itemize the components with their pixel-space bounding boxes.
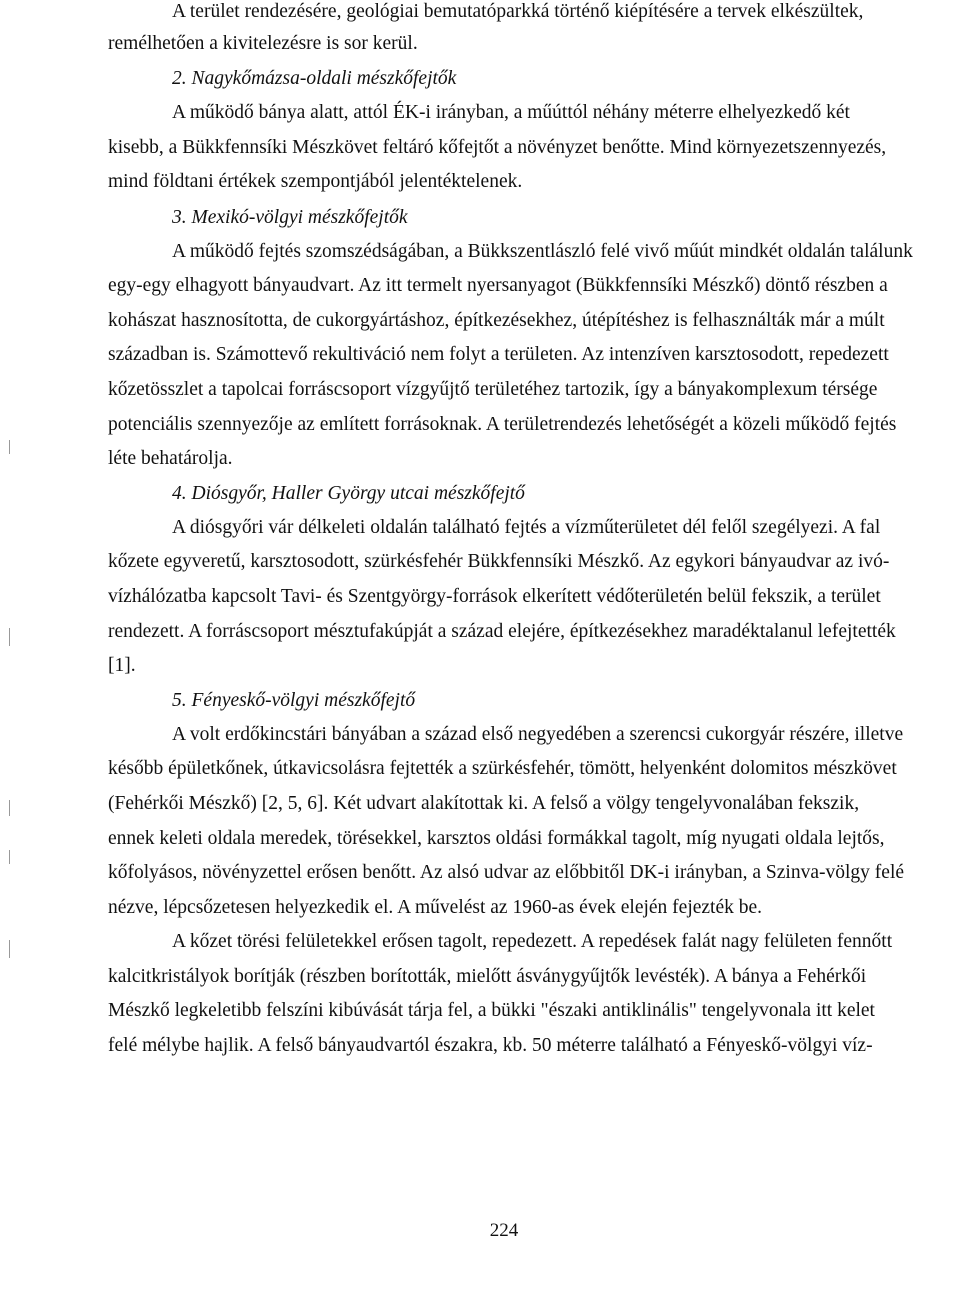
text-line: vízhálózatba kapcsolt Tavi- és Szentgyörgy-források elkerített védőterületén belül fekszik, a terület [108, 586, 881, 607]
text-line: rendezett. A forráscsoport mésztufakúpját a század elejére, építkezésekhez maradéktalanul lefejtették [108, 621, 896, 642]
text-line: egy-egy elhagyott bányaudvart. Az itt termelt nyersanyagot (Bükkfennsíki Mészkő) döntő részben a [108, 275, 888, 296]
text-line: léte behatárolja. [108, 448, 233, 469]
scan-margin-mark [9, 850, 10, 864]
section-heading: 4. Diósgyőr, Haller György utcai mészkőfejtő [172, 483, 525, 504]
text-line: A kőzet törési felületekkel erősen tagolt, repedezett. A repedések falát nagy felületen fennőtt [172, 931, 893, 952]
text-line: mind földtani értékek szempontjából jelentéktelenek. [108, 171, 523, 192]
scan-margin-mark [9, 628, 10, 646]
text-line: kőfolyásos, növényzettel erősen benőtt. Az alsó udvar az előbbitől DK-i irányban, a Szinva-völgy felé [108, 862, 905, 883]
text-line: A diósgyőri vár délkeleti oldalán található fejtés a vízműterületet dél felől szegélyezi. A fal [172, 517, 881, 538]
text-line: felé mélybe hajlik. A felső bányaudvartól északra, kb. 50 méterre található a Fényeskő-völgyi víz- [108, 1035, 873, 1056]
text-line: A működő fejtés szomszédságában, a Bükkszentlászló felé vivő műút mindkét oldalán találunk [172, 241, 913, 262]
text-line: Mészkő legkeletibb felszíni kibúvását tárja fel, a bükki "északi antiklinális" tengelyvonala itt kelet [108, 1000, 875, 1021]
text-line: A terület rendezésére, geológiai bemutatóparkká történő kiépítésére a tervek elkészültek, [172, 1, 864, 22]
text-line: kőzetösszlet a tapolcai forráscsoport vízgyűjtő területéhez tartozik, így a bányakomplexum térsége [108, 379, 878, 400]
scan-margin-mark [9, 800, 10, 816]
page-number: 224 [489, 1220, 519, 1241]
text-line: (Fehérkői Mészkő) [2, 5, 6]. Két udvart alakítottak ki. A felső a völgy tengelyvonalában fekszik, [108, 793, 860, 814]
text-line: kalcitkristályok borítják (részben borították, mielőtt ásványgyűjtők levésték). A bánya a Fehérkői [108, 966, 867, 987]
text-line: A volt erdőkincstári bányában a század első negyedében a szerencsi cukorgyár részére, illetve [172, 724, 904, 745]
text-line: [1]. [108, 655, 136, 676]
text-line: potenciális szennyezője az említett forrásoknak. A területrendezés lehetőségét a közeli működő fejtés [108, 414, 897, 435]
text-line: ennek keleti oldala meredek, törésekkel, karsztos oldási formákkal tagolt, míg nyugati oldala lejtős, [108, 828, 885, 849]
text-line: kisebb, a Bükkfennsíki Mészkövet feltáró kőfejtőt a növényzet benőtte. Mind környezetszennyezés, [108, 137, 887, 158]
scan-margin-mark [9, 440, 10, 454]
scan-margin-mark [9, 940, 10, 958]
text-line: kohászat hasznosította, de cukorgyártáshoz, építkezésekhez, útépítéshez is felhasználták már a múlt [108, 310, 885, 331]
text-line: században is. Számottevő rekultiváció nem folyt a területen. Az intenzíven karsztosodott, repedezett [108, 344, 889, 365]
text-line: később épületkőnek, útkavicsolásra fejtették a szürkésfehér, tömött, helyenként dolomitos mészkövet [108, 758, 897, 779]
text-line: nézve, lépcsőzetesen helyezkedik el. A művelést az 1960-as évek elején fejezték be. [108, 897, 763, 918]
text-line: A működő bánya alatt, attól ÉK-i irányban, a műúttól néhány méterre elhelyezkedő két [172, 102, 850, 123]
section-heading: 5. Fényeskő-völgyi mészkőfejtő [172, 690, 416, 711]
section-heading: 3. Mexikó-völgyi mészkőfejtők [172, 207, 408, 228]
section-heading: 2. Nagykőmázsa-oldali mészkőfejtők [172, 68, 457, 89]
text-line: kőzete egyveretű, karsztosodott, szürkésfehér Bükkfennsíki Mészkő. Az egykori bányaudvar az ivó- [108, 551, 890, 572]
text-line: remélhetően a kivitelezésre is sor kerül. [108, 33, 418, 54]
